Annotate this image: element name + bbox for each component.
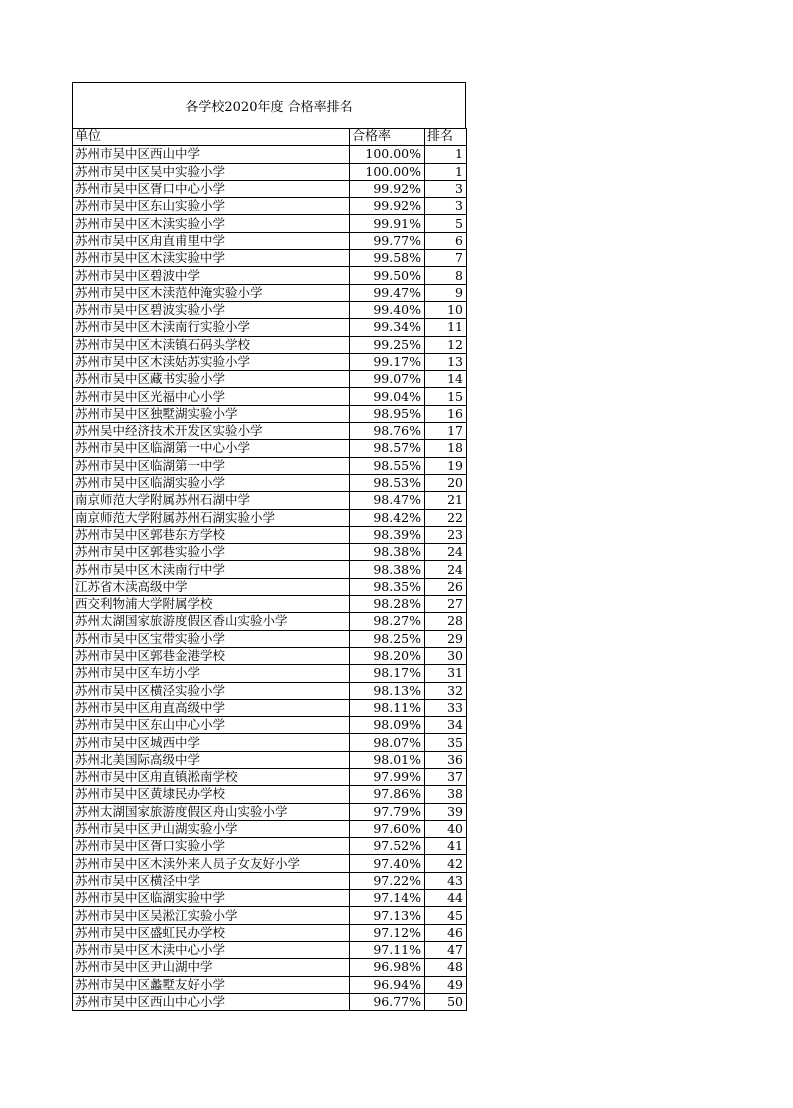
table-row <box>73 924 467 941</box>
sheet-title-cell <box>72 82 466 128</box>
unit-cell: 苏州市吴中区吴淞江实验小学 <box>73 907 350 924</box>
rate-cell: 99.92% <box>350 180 425 197</box>
rate-cell: 99.47% <box>350 284 425 301</box>
rank-cell: 20 <box>425 474 467 491</box>
rank-cell: 29 <box>425 630 467 647</box>
rank-cell: 44 <box>425 890 467 907</box>
table-body <box>73 146 467 1011</box>
unit-cell: 苏州市吴中区尹山湖中学 <box>73 959 350 976</box>
rate-cell: 97.52% <box>350 838 425 855</box>
unit-cell: 苏州市吴中区临湖第一中学 <box>73 457 350 474</box>
unit-cell: 苏州市吴中区木渎姑苏实验小学 <box>73 353 350 370</box>
rate-cell: 98.17% <box>350 665 425 682</box>
table-row <box>73 682 467 699</box>
unit-cell: 苏州市吴中区木渎中心小学 <box>73 941 350 958</box>
rank-cell: 33 <box>425 699 467 716</box>
rank-cell: 42 <box>425 855 467 872</box>
table-row <box>73 872 467 889</box>
table-row <box>73 440 467 457</box>
rank-cell: 39 <box>425 803 467 820</box>
unit-cell: 苏州市吴中区尹山湖实验小学 <box>73 820 350 837</box>
table-row <box>73 250 467 267</box>
unit-cell: 苏州市吴中区蠡墅友好小学 <box>73 976 350 993</box>
rank-cell: 46 <box>425 924 467 941</box>
unit-cell: 苏州北美国际高级中学 <box>73 751 350 768</box>
rate-cell: 98.55% <box>350 457 425 474</box>
rate-cell: 97.40% <box>350 855 425 872</box>
table-row <box>73 596 467 613</box>
unit-cell: 苏州市吴中区横泾实验小学 <box>73 682 350 699</box>
rank-cell: 49 <box>425 976 467 993</box>
rank-cell: 38 <box>425 786 467 803</box>
table-row <box>73 215 467 232</box>
unit-cell: 江苏省木渎高级中学 <box>73 578 350 595</box>
rate-cell: 97.22% <box>350 872 425 889</box>
rate-cell: 98.42% <box>350 509 425 526</box>
rank-cell: 19 <box>425 457 467 474</box>
table-row <box>73 976 467 993</box>
unit-cell: 苏州市吴中区临湖实验小学 <box>73 474 350 491</box>
rank-cell: 13 <box>425 353 467 370</box>
rate-cell: 96.77% <box>350 993 425 1010</box>
unit-cell: 苏州市吴中区郭巷东方学校 <box>73 526 350 543</box>
rate-cell: 97.14% <box>350 890 425 907</box>
rate-cell: 99.58% <box>350 250 425 267</box>
rate-cell: 99.91% <box>350 215 425 232</box>
ranking-table <box>72 128 467 1011</box>
rank-cell: 17 <box>425 423 467 440</box>
rank-cell: 7 <box>425 250 467 267</box>
rate-cell: 97.13% <box>350 907 425 924</box>
rate-cell: 97.99% <box>350 768 425 785</box>
rate-cell: 100.00% <box>350 163 425 180</box>
table-row <box>73 890 467 907</box>
table-row <box>73 474 467 491</box>
rate-cell: 98.35% <box>350 578 425 595</box>
table-row <box>73 284 467 301</box>
rank-cell: 16 <box>425 405 467 422</box>
unit-cell: 苏州市吴中区车坊小学 <box>73 665 350 682</box>
table-row <box>73 146 467 163</box>
rate-cell: 98.13% <box>350 682 425 699</box>
unit-cell: 苏州市吴中区甪直甫里中学 <box>73 232 350 249</box>
rank-cell: 24 <box>425 561 467 578</box>
table-row <box>73 751 467 768</box>
table-row <box>73 423 467 440</box>
rate-cell: 98.47% <box>350 492 425 509</box>
table-row <box>73 319 467 336</box>
table-row <box>73 526 467 543</box>
rate-cell: 99.17% <box>350 353 425 370</box>
rate-cell: 98.01% <box>350 751 425 768</box>
unit-cell: 苏州市吴中区藏书实验小学 <box>73 371 350 388</box>
table-row <box>73 665 467 682</box>
rank-cell: 32 <box>425 682 467 699</box>
table-row <box>73 561 467 578</box>
rate-cell: 97.86% <box>350 786 425 803</box>
table-row <box>73 509 467 526</box>
rank-cell: 1 <box>425 146 467 163</box>
table-row <box>73 855 467 872</box>
table-row <box>73 578 467 595</box>
unit-cell: 苏州市吴中区城西中学 <box>73 734 350 751</box>
rate-cell: 98.53% <box>350 474 425 491</box>
rate-cell: 99.04% <box>350 388 425 405</box>
rank-cell: 43 <box>425 872 467 889</box>
header-rate: 合格率 <box>350 129 425 146</box>
table-row <box>73 163 467 180</box>
table-row <box>73 941 467 958</box>
rate-cell: 98.11% <box>350 699 425 716</box>
rank-cell: 40 <box>425 820 467 837</box>
unit-cell: 苏州市吴中区胥口实验小学 <box>73 838 350 855</box>
unit-cell: 苏州市吴中区临湖第一中心小学 <box>73 440 350 457</box>
rate-cell: 97.60% <box>350 820 425 837</box>
sheet-title: 各学校2020年度 合格率排名 <box>185 100 353 115</box>
rank-cell: 1 <box>425 163 467 180</box>
rate-cell: 99.34% <box>350 319 425 336</box>
rate-cell: 98.09% <box>350 717 425 734</box>
rate-cell: 98.39% <box>350 526 425 543</box>
table-row <box>73 838 467 855</box>
table-row <box>73 959 467 976</box>
rank-cell: 47 <box>425 941 467 958</box>
rate-cell: 99.77% <box>350 232 425 249</box>
header-unit: 单位 <box>73 129 350 146</box>
table-row <box>73 768 467 785</box>
table-row <box>73 734 467 751</box>
unit-cell: 南京师范大学附属苏州石湖中学 <box>73 492 350 509</box>
rank-cell: 34 <box>425 717 467 734</box>
rank-cell: 18 <box>425 440 467 457</box>
table-row <box>73 613 467 630</box>
rank-cell: 11 <box>425 319 467 336</box>
rank-cell: 30 <box>425 647 467 664</box>
ranking-sheet <box>72 82 466 1011</box>
rank-cell: 15 <box>425 388 467 405</box>
unit-cell: 苏州市吴中区吴中实验小学 <box>73 163 350 180</box>
table-row <box>73 907 467 924</box>
table-row <box>73 180 467 197</box>
table-row <box>73 336 467 353</box>
rank-cell: 45 <box>425 907 467 924</box>
rank-cell: 24 <box>425 544 467 561</box>
rate-cell: 96.94% <box>350 976 425 993</box>
rate-cell: 98.07% <box>350 734 425 751</box>
rank-cell: 36 <box>425 751 467 768</box>
table-row <box>73 820 467 837</box>
rank-cell: 28 <box>425 613 467 630</box>
unit-cell: 苏州吴中经济技术开发区实验小学 <box>73 423 350 440</box>
table-row <box>73 993 467 1010</box>
rate-cell: 100.00% <box>350 146 425 163</box>
rate-cell: 98.76% <box>350 423 425 440</box>
unit-cell: 苏州市吴中区木渎实验小学 <box>73 215 350 232</box>
unit-cell: 苏州市吴中区东山实验小学 <box>73 198 350 215</box>
unit-cell: 苏州市吴中区西山中心小学 <box>73 993 350 1010</box>
table-row <box>73 267 467 284</box>
rank-cell: 3 <box>425 198 467 215</box>
table-row <box>73 301 467 318</box>
header-row <box>73 129 467 146</box>
rank-cell: 37 <box>425 768 467 785</box>
rank-cell: 10 <box>425 301 467 318</box>
rate-cell: 98.38% <box>350 561 425 578</box>
unit-cell: 苏州市吴中区横泾中学 <box>73 872 350 889</box>
unit-cell: 苏州市吴中区西山中学 <box>73 146 350 163</box>
unit-cell: 苏州市吴中区郭巷实验小学 <box>73 544 350 561</box>
rank-cell: 14 <box>425 371 467 388</box>
unit-cell: 苏州市吴中区黄埭民办学校 <box>73 786 350 803</box>
rate-cell: 98.25% <box>350 630 425 647</box>
table-row <box>73 699 467 716</box>
rank-cell: 8 <box>425 267 467 284</box>
rank-cell: 41 <box>425 838 467 855</box>
rate-cell: 99.92% <box>350 198 425 215</box>
rank-cell: 35 <box>425 734 467 751</box>
unit-cell: 苏州市吴中区碧波实验小学 <box>73 301 350 318</box>
rate-cell: 97.79% <box>350 803 425 820</box>
rate-cell: 98.57% <box>350 440 425 457</box>
rate-cell: 96.98% <box>350 959 425 976</box>
table-row <box>73 388 467 405</box>
table-row <box>73 371 467 388</box>
rank-cell: 31 <box>425 665 467 682</box>
unit-cell: 苏州市吴中区宝带实验小学 <box>73 630 350 647</box>
unit-cell: 苏州市吴中区木渎南行实验小学 <box>73 319 350 336</box>
rank-cell: 27 <box>425 596 467 613</box>
unit-cell: 苏州市吴中区盛虹民办学校 <box>73 924 350 941</box>
table-row <box>73 353 467 370</box>
rate-cell: 97.11% <box>350 941 425 958</box>
unit-cell: 苏州市吴中区东山中心小学 <box>73 717 350 734</box>
table-row <box>73 457 467 474</box>
unit-cell: 苏州市吴中区郭巷金港学校 <box>73 647 350 664</box>
table-row <box>73 405 467 422</box>
rate-cell: 99.07% <box>350 371 425 388</box>
unit-cell: 苏州市吴中区光福中心小学 <box>73 388 350 405</box>
unit-cell: 苏州太湖国家旅游度假区香山实验小学 <box>73 613 350 630</box>
rank-cell: 23 <box>425 526 467 543</box>
table-row <box>73 198 467 215</box>
rank-cell: 5 <box>425 215 467 232</box>
unit-cell: 苏州市吴中区木渎外来人员子女友好小学 <box>73 855 350 872</box>
unit-cell: 苏州市吴中区木渎实验中学 <box>73 250 350 267</box>
table-row <box>73 492 467 509</box>
unit-cell: 苏州市吴中区木渎范仲淹实验小学 <box>73 284 350 301</box>
unit-cell: 苏州市吴中区木渎镇石码头学校 <box>73 336 350 353</box>
rate-cell: 97.12% <box>350 924 425 941</box>
table-row <box>73 647 467 664</box>
rank-cell: 21 <box>425 492 467 509</box>
unit-cell: 南京师范大学附属苏州石湖实验小学 <box>73 509 350 526</box>
table-row <box>73 630 467 647</box>
unit-cell: 苏州市吴中区碧波中学 <box>73 267 350 284</box>
rank-cell: 3 <box>425 180 467 197</box>
rank-cell: 12 <box>425 336 467 353</box>
unit-cell: 苏州市吴中区临湖实验中学 <box>73 890 350 907</box>
table-row <box>73 544 467 561</box>
rank-cell: 6 <box>425 232 467 249</box>
unit-cell: 苏州市吴中区甪直镇淞南学校 <box>73 768 350 785</box>
rate-cell: 98.95% <box>350 405 425 422</box>
unit-cell: 西交利物浦大学附属学校 <box>73 596 350 613</box>
table-row <box>73 803 467 820</box>
rate-cell: 98.27% <box>350 613 425 630</box>
rate-cell: 99.40% <box>350 301 425 318</box>
unit-cell: 苏州市吴中区独墅湖实验小学 <box>73 405 350 422</box>
rank-cell: 26 <box>425 578 467 595</box>
rank-cell: 50 <box>425 993 467 1010</box>
table-row <box>73 717 467 734</box>
rate-cell: 98.20% <box>350 647 425 664</box>
rate-cell: 98.28% <box>350 596 425 613</box>
rank-cell: 22 <box>425 509 467 526</box>
unit-cell: 苏州太湖国家旅游度假区舟山实验小学 <box>73 803 350 820</box>
header-rank: 排名 <box>425 129 467 146</box>
table-row <box>73 786 467 803</box>
rank-cell: 48 <box>425 959 467 976</box>
unit-cell: 苏州市吴中区木渎南行中学 <box>73 561 350 578</box>
rate-cell: 99.25% <box>350 336 425 353</box>
rate-cell: 99.50% <box>350 267 425 284</box>
unit-cell: 苏州市吴中区甪直高级中学 <box>73 699 350 716</box>
unit-cell: 苏州市吴中区胥口中心小学 <box>73 180 350 197</box>
rank-cell: 9 <box>425 284 467 301</box>
rate-cell: 98.38% <box>350 544 425 561</box>
table-row <box>73 232 467 249</box>
